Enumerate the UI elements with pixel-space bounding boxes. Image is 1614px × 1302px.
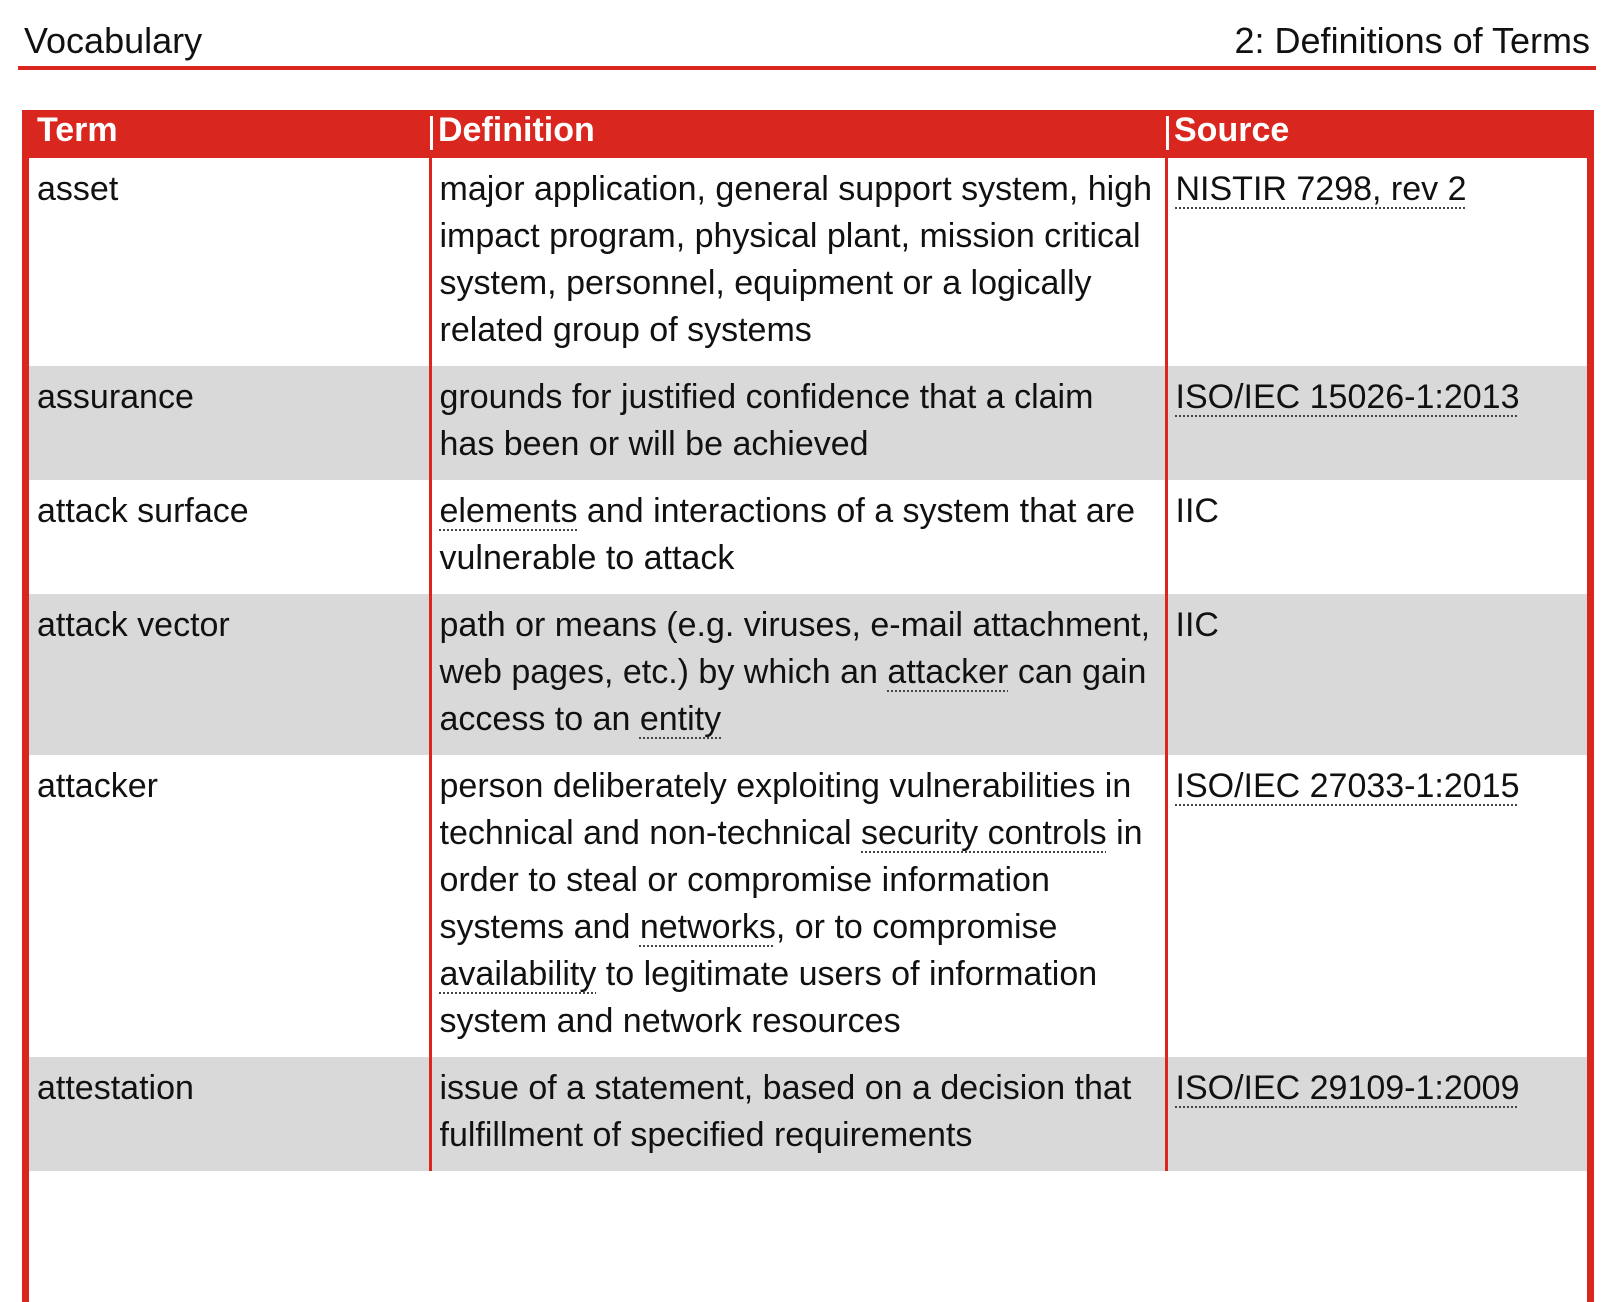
definition-text: person deliberately exploiting vulnerabilities in technical and non-technical [439,767,1132,852]
term-cell: asset [37,170,119,208]
table-row [29,480,1587,594]
source-cell [1166,1057,1587,1171]
table-row [29,158,1587,366]
definition-cell [430,594,1166,755]
definition-cell [430,366,1166,480]
source-text: IIC [1175,492,1219,530]
term-cell: attack vector [29,594,430,755]
term-link[interactable]: entity [639,700,722,738]
term-cell: assurance [29,366,430,480]
term-link[interactable]: networks [639,908,776,946]
definition-cell [430,1057,1166,1171]
table-body [29,158,1587,1171]
term-cell: attacker [37,767,158,805]
source-link[interactable]: ISO/IEC 15026-1:2013 [1175,378,1520,416]
term-link[interactable]: availability [439,955,597,993]
source-cell [1166,366,1587,480]
definition-text: major application, general support system, high impact program, physical plant, mission critical system, personnel, equipment or a logically related group of systems [439,170,1152,349]
table-row [29,1057,1587,1171]
page-header [18,18,1596,70]
definition-text: grounds for justified confidence that a claim has been or will be achieved [439,378,1094,463]
source-link[interactable]: ISO/IEC 29109-1:2009 [1175,1069,1520,1107]
definition-cell [430,755,1166,1057]
source-text: IIC [1175,606,1219,644]
source-cell [1166,480,1587,594]
definitions-table-frame [22,110,1594,1302]
definition-cell [430,158,1166,366]
column-header-source: Source [1166,110,1587,158]
term-cell: attack surface [37,492,249,530]
column-header-term: Term [29,110,430,158]
source-link[interactable]: NISTIR 7298, rev 2 [1175,170,1467,208]
table-row [29,594,1587,755]
header-section: 2: Definitions of Terms [1234,20,1590,61]
source-cell [1166,755,1587,1057]
definition-text: path or means (e.g. viruses, e-mail attachment, web pages, etc.) by which an [439,606,1151,691]
term-link[interactable]: elements [439,492,578,530]
source-cell [1166,158,1587,366]
definition-text: , or to compromise [775,908,1058,946]
column-header-definition: Definition [430,110,1166,158]
definition-text: issue of a statement, based on a decision that fulfillment of specified requirements [439,1069,1132,1154]
source-link[interactable]: ISO/IEC 27033-1:2015 [1175,767,1520,805]
definition-text: in order to steal or compromise information systems and [439,814,1143,946]
table-row [29,755,1587,1057]
definition-cell [430,480,1166,594]
definition-text: and interactions of a system that are vulnerable to attack [439,492,1135,577]
table-row [29,366,1587,480]
definitions-table [29,110,1587,1171]
definition-text: can gain access to an [439,653,1147,738]
term-link[interactable]: attacker [887,653,1009,691]
term-cell: attestation [29,1057,430,1171]
header-title: Vocabulary [24,20,203,61]
source-cell [1166,594,1587,755]
definition-text: to legitimate users of information system and network resources [439,955,1098,1040]
term-link[interactable]: security controls [861,814,1107,852]
table-header-row [29,110,1587,158]
